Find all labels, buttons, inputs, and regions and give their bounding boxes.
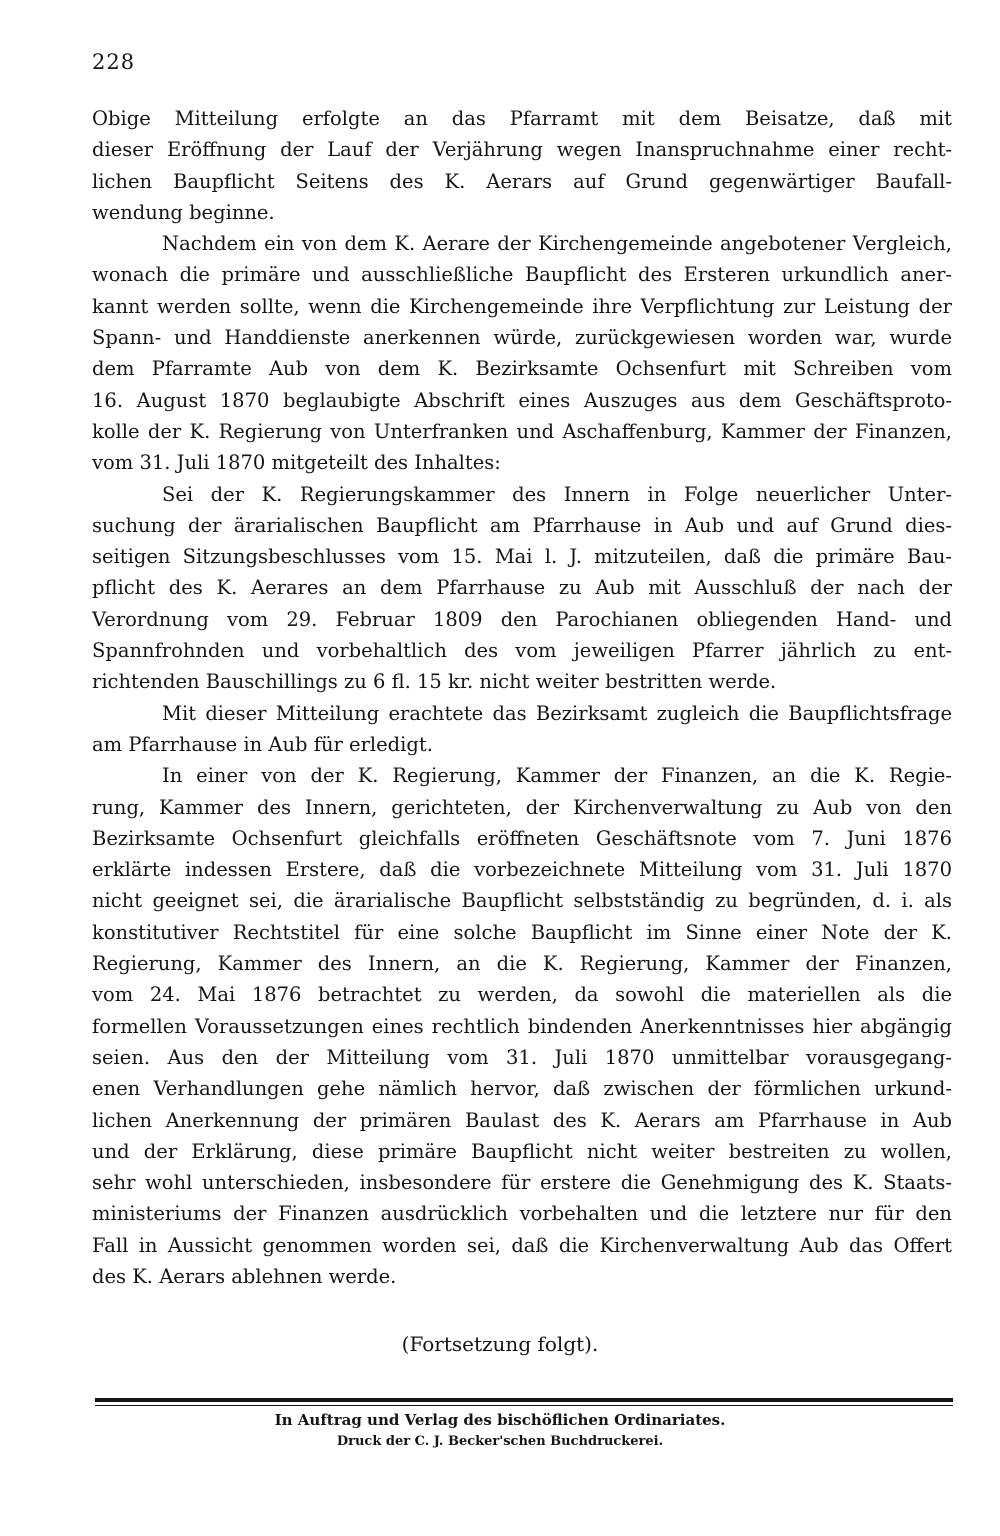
text-line: dem Pfarramte Aub von dem K. Bezirksamte Ochsenfurt mit Schreiben vom (92, 357, 952, 381)
text-line: sehr wohl unterschieden, insbesondere für erstere die Genehmigung des K. Staats- (92, 1171, 952, 1195)
text-line: Spannfrohnden und vorbehaltlich des vom jeweiligen Pfarrer jährlich zu ent- (92, 639, 952, 663)
text-line: enen Verhandlungen gehe nämlich hervor, daß zwischen der förmlichen urkund- (92, 1077, 952, 1101)
text-line: Mit dieser Mitteilung erachtete das Bezirksamt zugleich die Baupflichtsfrage (162, 701, 952, 725)
text-line: wendung beginne. (92, 200, 275, 224)
text-line: wonach die primäre und ausschließliche Baupflicht des Ersteren urkundlich aner- (92, 263, 952, 287)
text-line: des K. Aerars ablehnen werde. (92, 1264, 397, 1288)
paragraph (92, 103, 952, 228)
text-line: vom 24. Mai 1876 betrachtet zu werden, da sowohl die materiellen als die (92, 983, 952, 1007)
text-line: nicht geeignet sei, die ärarialische Baupflicht selbstständig zu begründen, d. i. als (92, 889, 952, 913)
text-line: kolle der K. Regierung von Unterfranken und Aschaffenburg, Kammer der Finanzen, (92, 419, 952, 443)
text-line: richtenden Bauschillings zu 6 fl. 15 kr. nicht weiter bestritten werde. (92, 670, 777, 694)
text-line: lichen Anerkennung der primären Baulast des K. Aerars am Pfarrhause in Aub (92, 1108, 952, 1132)
text-line: suchung der ärarialischen Baupflicht am Pfarrhause in Aub und auf Grund dies- (92, 513, 952, 537)
text-line: lichen Baupflicht Seitens des K. Aerars auf Grund gegenwärtiger Baufall- (92, 169, 952, 193)
paragraph (92, 479, 952, 698)
text-line: Bezirksamte Ochsenfurt gleichfalls eröffneten Geschäftsnote vom 7. Juni 1876 (92, 826, 952, 850)
paragraph (92, 698, 952, 761)
text-line: Regierung, Kammer des Innern, an die K. Regierung, Kammer der Finanzen, (92, 952, 952, 976)
text-line: konstitutiver Rechtstitel für eine solche Baupflicht im Sinne einer Note der K. (92, 920, 952, 944)
publisher-imprint: In Auftrag und Verlag des bischöflichen Ordinariates. (274, 1411, 726, 1429)
text-line: Fall in Aussicht genommen worden sei, daß die Kirchenverwaltung Aub das Offert (92, 1233, 952, 1257)
text-line: am Pfarrhause in Aub für erledigt. (92, 732, 433, 756)
paragraph (92, 760, 952, 1292)
text-line: Verordnung vom 29. Februar 1809 den Parochianen obliegenden Hand- und (92, 607, 952, 631)
paragraph (92, 228, 952, 478)
text-line: Sei der K. Regierungskammer des Innern in Folge neuerlicher Unter- (162, 482, 952, 506)
text-line: seitigen Sitzungsbeschlusses vom 15. Mai l. J. mitzuteilen, daß die primäre Bau- (92, 545, 952, 569)
text-line: und der Erklärung, diese primäre Baupflicht nicht weiter bestreiten zu wollen, (92, 1139, 952, 1163)
text-line: Nachdem ein von dem K. Aerare der Kirchengemeinde angebotener Vergleich, (162, 232, 952, 256)
text-line: rung, Kammer des Innern, gerichteten, der Kirchenverwaltung zu Aub von den (92, 795, 952, 819)
text-line: Spann- und Handdienste anerkennen würde, zurückgewiesen worden war, wurde (92, 326, 952, 350)
text-line: ministeriums der Finanzen ausdrücklich vorbehalten und die letztere nur für den (92, 1202, 952, 1226)
text-line: 16. August 1870 beglaubigte Abschrift eines Auszuges aus dem Geschäftsproto- (92, 388, 952, 412)
page-number: 228 (92, 50, 136, 74)
text-line: erklärte indessen Erstere, daß die vorbezeichnete Mitteilung vom 31. Juli 1870 (92, 858, 952, 882)
text-line: seien. Aus den der Mitteilung vom 31. Juli 1870 unmittelbar vorausgegang- (92, 1045, 952, 1069)
footer-rule-thin (95, 1405, 953, 1406)
footer-rule-thick (95, 1398, 953, 1402)
text-line: formellen Voraussetzungen eines rechtlich bindenden Anerkenntnisses hier abgängig (92, 1014, 952, 1038)
continuation-note: (Fortsetzung folgt). (401, 1332, 599, 1356)
text-line: vom 31. Juli 1870 mitgeteilt des Inhaltes: (92, 451, 501, 475)
text-line: kannt werden sollte, wenn die Kirchengemeinde ihre Verpflichtung zur Leistung der (92, 294, 952, 318)
text-line: Obige Mitteilung erfolgte an das Pfarramt mit dem Beisatze, daß mit (92, 107, 952, 130)
text-line: In einer von der K. Regierung, Kammer der Finanzen, an die K. Regie- (162, 764, 952, 788)
article-body (92, 103, 952, 1292)
text-line: dieser Eröffnung der Lauf der Verjährung wegen Inanspruchnahme einer recht- (92, 138, 952, 162)
text-line: pflicht des K. Aerares an dem Pfarrhause zu Aub mit Ausschluß der nach der (92, 576, 952, 600)
printer-credit: Druck der C. J. Becker'schen Buchdruckerei. (336, 1434, 664, 1449)
